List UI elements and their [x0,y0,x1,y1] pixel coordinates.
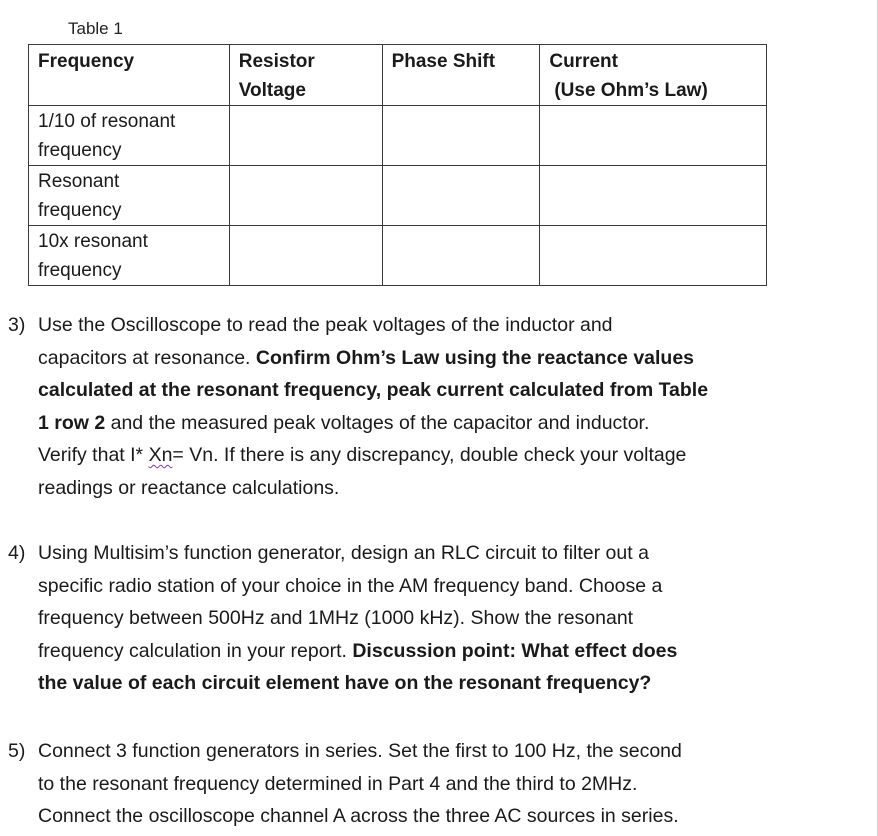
item-bold-text: Discussion point: What effect does [352,639,678,662]
item-text: frequency calculation in your report. [38,639,353,662]
cell-resistor-voltage[interactable] [229,226,382,286]
header-frequency-label: Frequency [38,51,135,72]
item-line: frequency between 500Hz and 1MHz (1000 kHz). Show the resonant [38,607,634,629]
item-line [38,439,868,472]
row-label [29,166,230,226]
item-line: Connect 3 function generators in series. Set the first to 100 Hz, the second [38,740,682,762]
row-label-line1: 1/10 of resonant [38,111,176,132]
header-current-line2: (Use Ohm’s Law) [554,80,708,101]
item-number: 5) [8,740,26,762]
list-item-4 [8,537,868,700]
item-text: capacitors at resonance. [38,346,256,369]
frequency-table [28,44,767,286]
cell-resistor-voltage[interactable] [229,106,382,166]
cell-phase-shift[interactable] [382,106,540,166]
item-bold-text: calculated at the resonant frequency, peak current calculated from Table [38,379,709,401]
item-bold-text: the value of each circuit element have on the resonant frequency? [38,672,652,694]
item-text: and the measured peak voltages of the capacitor and inductor. [105,411,650,434]
item-line: readings or reactance calculations. [38,476,340,499]
item-line: Using Multisim’s function generator, design an RLC circuit to filter out a [38,542,649,564]
header-current-line1: Current [549,51,618,72]
header-frequency [29,45,230,106]
cell-current[interactable] [540,106,767,166]
cell-resistor-voltage[interactable] [229,166,382,226]
item-text: Verify that I* [38,444,149,466]
header-resistor-line1: Resistor [238,51,315,72]
row-label [29,106,230,166]
item-line: specific radio station of your choice in the AM frequency band. Choose a [38,574,663,597]
table-row [29,226,767,286]
item-bold-text: Confirm Ohm’s Law using the reactance values [255,346,695,369]
header-phase-shift [382,45,540,106]
item-line [38,635,868,668]
item-line [38,342,868,375]
row-label [29,226,230,286]
header-current [540,45,767,106]
cell-phase-shift[interactable] [382,226,540,286]
item-bold-text: 1 row 2 [38,411,106,434]
cell-phase-shift[interactable] [382,166,540,226]
list-item-3 [8,309,868,504]
item-number: 4) [8,542,26,564]
item-line: Use the Oscilloscope to read the peak voltages of the inductor and [38,314,613,336]
item-body [38,537,868,700]
item-text: = Vn. If there is any discrepancy, double check your voltage [172,444,687,466]
table-row [29,166,767,226]
row-label-line2: frequency [38,200,122,221]
table-row [29,106,767,166]
item-body [38,309,868,504]
row-label-line2: frequency [38,260,122,281]
row-label-line1: Resonant [38,171,120,192]
item-line [38,667,868,700]
table-header-row [29,45,767,106]
spellcheck-flagged-word[interactable]: Xn [148,444,173,466]
item-body [38,735,868,833]
item-line: Connect the oscilloscope channel A across the three AC sources in series. [38,805,679,827]
row-label-line2: frequency [38,140,122,161]
header-resistor-line2: Voltage [238,80,306,101]
row-label-line1: 10x resonant [38,231,148,252]
item-number: 3) [8,314,26,336]
header-resistor-voltage [229,45,382,106]
item-line [38,374,868,407]
cell-current[interactable] [540,226,767,286]
list-item-5 [8,735,868,833]
item-line [38,407,868,440]
header-phase-label: Phase Shift [391,51,496,72]
cell-current[interactable] [540,166,767,226]
item-line: to the resonant frequency determined in Part 4 and the third to 2MHz. [38,772,638,795]
table-caption: Table 1 [68,19,123,38]
